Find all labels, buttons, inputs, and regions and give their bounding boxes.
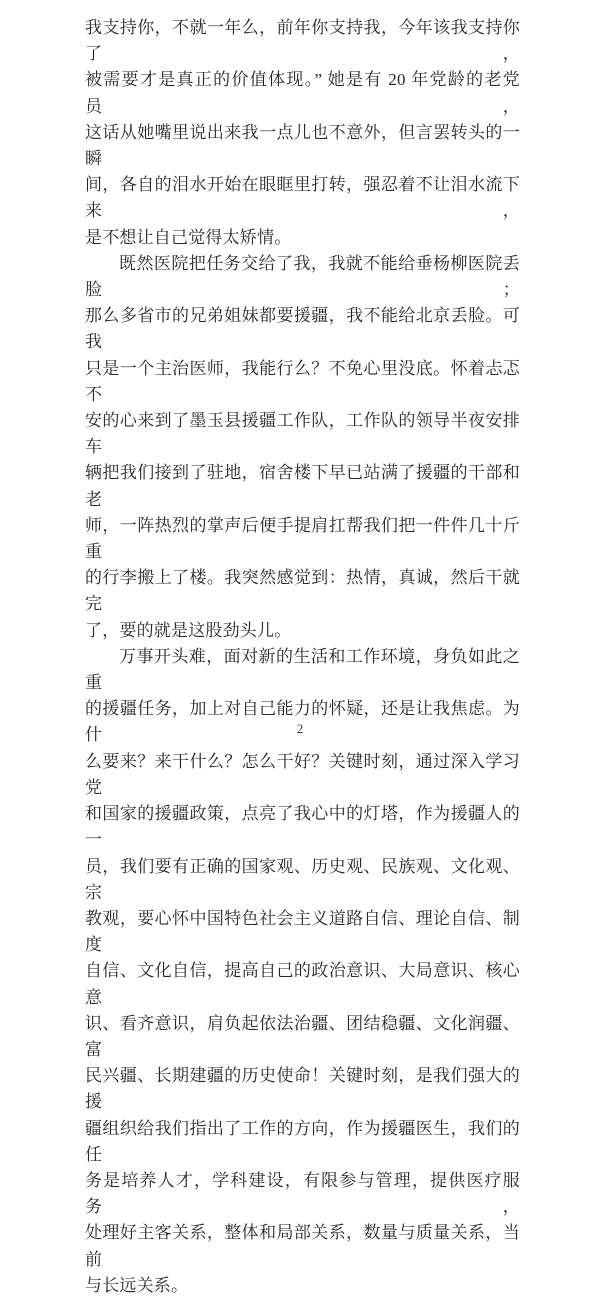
text-line: 了，要的就是这股劲头儿。 (85, 620, 292, 640)
text-line: 只是一个主治医师，我能行么？不免心里没底。怀着忐忑不 (85, 358, 520, 404)
page-number: 2 (296, 721, 304, 736)
text-line: 那么多省市的兄弟姐妹都要援疆，我不能给北京丢脸。可我 (85, 306, 520, 352)
text-line: 与长远关系。 (85, 1275, 189, 1295)
text-line: 辆把我们接到了驻地，宿舍楼下早已站满了援疆的干部和老 (85, 463, 520, 509)
text-line: 这话从她嘴里说出来我一点儿也不意外，但言罢转头的一瞬 (85, 122, 520, 169)
text-line: 务是培养人才，学科建设，有限参与管理，提供医疗服务， (85, 1170, 520, 1217)
text-line: 被需要才是真正的价值体现。” 她是有 20 年党龄的老党员， (85, 70, 520, 116)
text-line: 的行李搬上了楼。我突然感觉到：热情，真诚，然后干就完 (85, 568, 520, 614)
text-line: 既然医院把任务交给了我，我就不能给垂杨柳医院丢脸； (85, 253, 520, 300)
text-line: 我支持你，不就一年么，前年你支持我，今年该我支持你了， (85, 18, 520, 64)
text-line: 么要来？来干什么？怎么干好？关键时刻，通过深入学习党 (85, 751, 520, 797)
text-line: 民兴疆、长期建疆的历史使命！关键时刻，是我们强大的援 (85, 1066, 520, 1112)
text-line: 安的心来到了墨玉县援疆工作队，工作队的领导半夜安排车 (85, 411, 520, 457)
text-line: 间，各自的泪水开始在眼眶里打转，强忍着不让泪水流下来， (85, 175, 520, 221)
text-line: 和国家的援疆政策，点亮了我心中的灯塔，作为援疆人的一 (85, 804, 520, 850)
text-line: 万事开头难，面对新的生活和工作环境，身负如此之重 (85, 646, 520, 693)
text-line: 疆组织给我们指出了工作的方向，作为援疆医生，我们的任 (85, 1118, 520, 1164)
text-line: 识、看齐意识，肩负起依法治疆、团结稳疆、文化润疆、富 (85, 1013, 520, 1059)
text-line: 教观，要心怀中国特色社会主义道路自信、理论自信、制度 (85, 908, 520, 955)
text-line: 处理好主客关系，整体和局部关系，数量与质量关系，当前 (85, 1223, 520, 1269)
text-line: 自信、文化自信，提高自己的政治意识、大局意识、核心意 (85, 961, 520, 1007)
text-line: 是不想让自己觉得太矫情。 (85, 227, 292, 247)
text-line: 员，我们要有正确的国家观、历史观、民族观、文化观、宗 (85, 856, 520, 902)
text-line: 师，一阵热烈的掌声后便手提肩扛帮我们把一件件几十斤重 (85, 515, 520, 562)
text-line: 的援疆任务，加上对自己能力的怀疑，还是让我焦虑。为什 (85, 699, 520, 745)
document-text (85, 15, 520, 1299)
